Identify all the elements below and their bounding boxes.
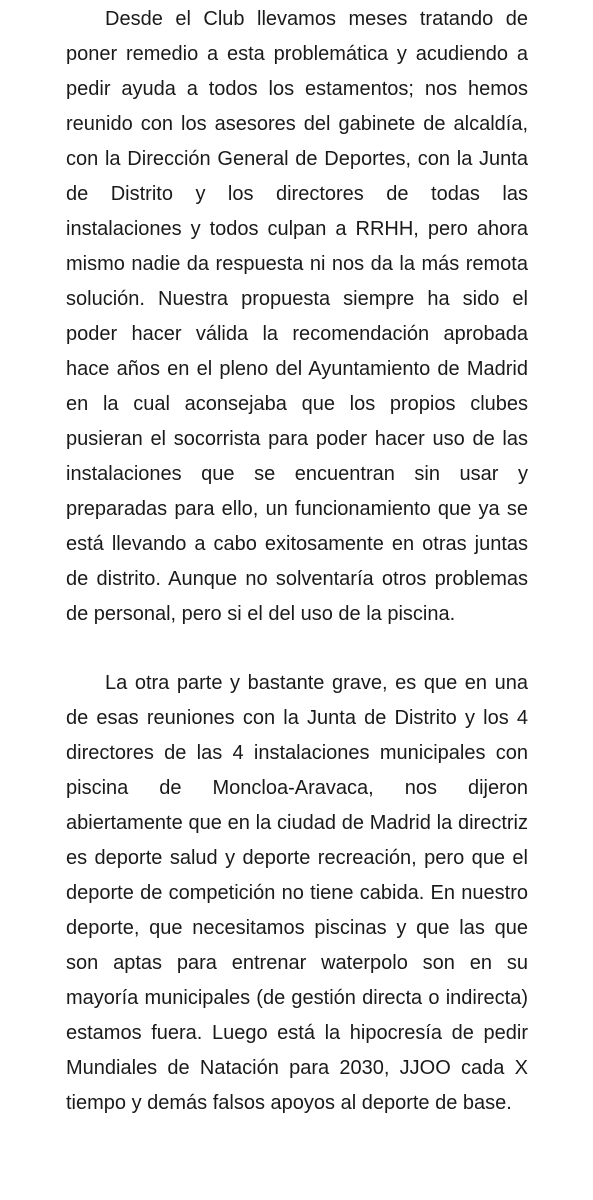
paragraph-club-efforts: Desde el Club llevamos meses tratando de poner remedio a esta problemática y acudiendo a pedir ayuda a todos los estamentos; nos hemos reunido con los asesores del gabinete de alcaldía, con la Dirección General de Deportes, con la Junta de Distrito y los directores de todas las instalaciones y todos culpan a RRHH, pero ahora mismo nadie da respuesta ni nos da la más remota solución. Nuestra propuesta siempre ha sido el poder hacer válida la recomendación aprobada hace años en el pleno del Ayuntamiento de Madrid en la cual aconsejaba que los propios clubes pusieran el socorrista para poder hacer uso de las instalaciones que se encuentran sin usar y preparadas para ello, un funcionamiento que ya se está llevando a cabo exitosamente en otras juntas de distrito. Aunque no solventaría otros problemas de personal, pero si el del uso de la piscina. bbox=[66, 8, 528, 625]
paragraph-competition-sport: La otra parte y bastante grave, es que en una de esas reuniones con la Junta de Distrito y los 4 directores de las 4 instalaciones municipales con piscina de Moncloa-Aravaca, nos dijeron abiertamente que en la ciudad de Madrid la directriz es deporte salud y deporte recreación, pero que el deporte de competición no tiene cabida. En nuestro deporte, que necesitamos piscinas y que las que son aptas para entrenar waterpolo son en su mayoría municipales (de gestión directa o indirecta) estamos fuera. Luego está la hipocresía de pedir Mundiales de Natación para 2030, JJOO cada X tiempo y demás falsos apoyos al deporte de base. bbox=[66, 672, 528, 1114]
document-page bbox=[66, 2, 528, 1121]
